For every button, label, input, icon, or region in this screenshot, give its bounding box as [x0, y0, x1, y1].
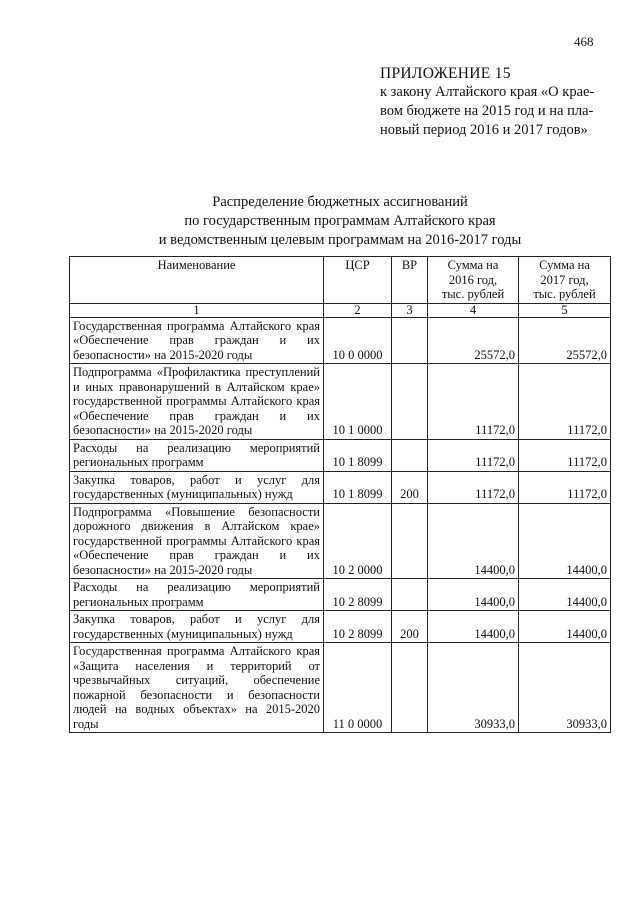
page-number: 468	[574, 34, 594, 49]
row-csr: 10 2 8099	[324, 579, 392, 611]
header-vr: ВР	[392, 257, 428, 304]
column-number: 4	[428, 303, 519, 317]
header-sum-2017-line: Сумма на	[539, 258, 590, 272]
budget-table	[69, 256, 611, 733]
row-name: Расходы на реализацию мероприятий региональных программ	[70, 579, 324, 611]
header-name: Наименование	[70, 257, 324, 304]
row-sum-2016: 25572,0	[428, 317, 519, 364]
column-number: 5	[519, 303, 611, 317]
header-sum-2016-line: тыс. рублей	[441, 287, 505, 301]
row-sum-2016: 14400,0	[428, 611, 519, 643]
row-sum-2017: 14400,0	[519, 611, 611, 643]
row-sum-2017: 11172,0	[519, 439, 611, 471]
table-header-row	[70, 257, 611, 304]
column-number: 3	[392, 303, 428, 317]
table-row	[70, 317, 611, 364]
row-csr: 10 2 8099	[324, 611, 392, 643]
table-row	[70, 579, 611, 611]
row-csr: 11 0 0000	[324, 643, 392, 733]
column-number: 2	[324, 303, 392, 317]
table-row	[70, 611, 611, 643]
header-csr: ЦСР	[324, 257, 392, 304]
title-line: и ведомственным целевым программам на 2016-2017 годы	[158, 232, 522, 248]
header-sum-2017-line: 2017 год,	[540, 272, 589, 287]
appendix-block	[380, 64, 620, 140]
row-sum-2016: 30933,0	[428, 643, 519, 733]
row-sum-2017: 14400,0	[519, 503, 611, 579]
row-sum-2016: 11172,0	[428, 471, 519, 503]
row-name: Подпрограмма «Повышение безопасности дорожного движения в Алтайском крае» государственной программы Алтайского края «Обеспечение прав граждан и их безопасности» на 2015-2020 годы	[70, 503, 324, 579]
row-sum-2016: 14400,0	[428, 579, 519, 611]
row-name: Государственная программа Алтайского края «Обеспечение прав граждан и их безопасности» на 2015-2020 годы	[70, 317, 324, 364]
row-vr: 200	[392, 611, 428, 643]
header-sum-2017-line: тыс. рублей	[533, 287, 596, 301]
header-sum-2016-line: 2016 год,	[448, 272, 498, 287]
row-sum-2016: 11172,0	[428, 364, 519, 440]
row-vr	[392, 643, 428, 733]
row-name: Государственная программа Алтайского края «Защита населения и территорий от чрезвычайных ситуаций, обеспечение пожарной безопасности и безопасности людей на водных объектах» на 2015-2020 годы	[70, 643, 324, 733]
row-csr: 10 2 0000	[324, 503, 392, 579]
appendix-heading: ПРИЛОЖЕНИЕ 15	[380, 65, 511, 82]
row-vr	[392, 364, 428, 440]
row-vr: 200	[392, 471, 428, 503]
row-vr	[392, 439, 428, 471]
row-csr: 10 0 0000	[324, 317, 392, 364]
title-line: Распределение бюджетных ассигнований	[212, 194, 468, 210]
row-sum-2017: 25572,0	[519, 317, 611, 364]
row-vr	[392, 579, 428, 611]
row-sum-2017: 11172,0	[519, 364, 611, 440]
row-sum-2016: 11172,0	[428, 439, 519, 471]
header-sum-2017	[519, 257, 611, 304]
column-number: 1	[70, 303, 324, 317]
row-sum-2017: 14400,0	[519, 579, 611, 611]
table-row	[70, 471, 611, 503]
row-sum-2017: 30933,0	[519, 643, 611, 733]
row-name: Подпрограмма «Профилактика преступлений и иных правонарушений в Алтайском крае» государственной программы Алтайского края «Обеспечение прав граждан и их безопасности» на 2015-2020 годы	[70, 364, 324, 440]
row-csr: 10 1 0000	[324, 364, 392, 440]
document-title	[70, 193, 610, 250]
column-number-row	[70, 303, 611, 317]
row-csr: 10 1 8099	[324, 471, 392, 503]
table-row	[70, 503, 611, 579]
row-name: Закупка товаров, работ и услуг для государственных (муниципальных) нужд	[70, 611, 324, 643]
appendix-line: к закону Алтайского края «О крае-	[380, 84, 595, 100]
row-name: Закупка товаров, работ и услуг для государственных (муниципальных) нужд	[70, 471, 324, 503]
row-csr: 10 1 8099	[324, 439, 392, 471]
title-line: по государственным программам Алтайского края	[184, 213, 496, 229]
row-sum-2017: 11172,0	[519, 471, 611, 503]
row-vr	[392, 317, 428, 364]
appendix-line: вом бюджете на 2015 год и на пла-	[380, 103, 594, 119]
row-name: Расходы на реализацию мероприятий региональных программ	[70, 439, 324, 471]
row-vr	[392, 503, 428, 579]
row-sum-2016: 14400,0	[428, 503, 519, 579]
table-row	[70, 643, 611, 733]
header-sum-2016-line: Сумма на	[447, 258, 499, 272]
header-sum-2016	[428, 257, 519, 304]
table-row	[70, 364, 611, 440]
table-row	[70, 439, 611, 471]
appendix-line: новый период 2016 и 2017 годов»	[380, 122, 588, 138]
